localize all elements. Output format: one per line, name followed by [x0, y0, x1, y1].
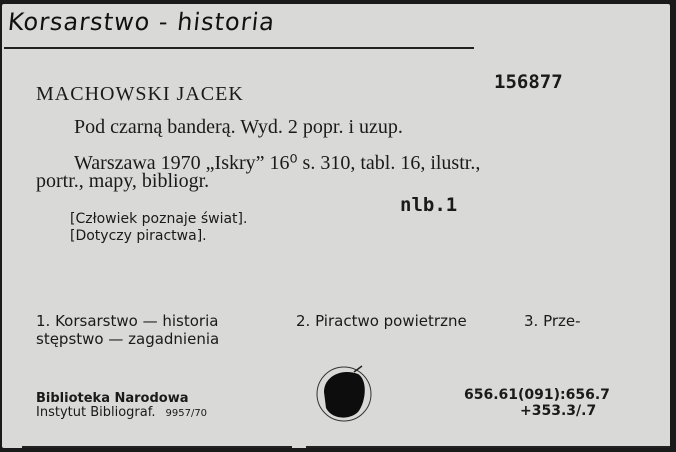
handwritten-heading: Korsarstwo - historia [6, 8, 277, 36]
card-code: 9957/70 [165, 408, 208, 419]
series-note: [Człowiek poznaje świat]. [70, 211, 248, 227]
heading-rule [4, 47, 474, 49]
subject-heading-1: 1. Korsarstwo — historia [36, 312, 219, 330]
author-name: MACHOWSKI JACEK [36, 83, 244, 105]
subject-heading-3: 3. Prze- [524, 312, 581, 330]
imprint-line-1: Warszawa 1970 „Iskry” 16⁰ s. 310, tabl. 16, ilustr., [74, 152, 481, 174]
catalog-card [2, 4, 670, 448]
library-name: Biblioteka Narodowa [36, 391, 189, 406]
bottom-rule-left [22, 446, 292, 448]
institute-name: Instytut Bibliograf. [36, 405, 156, 420]
imprint-line-2: portr., mapy, bibliogr. [36, 170, 210, 192]
classification-line-1: 656.61(091):656.7 [464, 387, 610, 403]
location-mark: nlb.1 [400, 194, 458, 216]
series-note: [Dotyczy piractwa]. [70, 228, 207, 244]
library-institute [36, 405, 207, 420]
bottom-rule-right [306, 446, 670, 448]
classification-line-2: +353.3/.7 [520, 403, 597, 419]
ink-stamp-icon [314, 362, 378, 426]
book-title: Pod czarną banderą. Wyd. 2 popr. i uzup. [74, 116, 403, 138]
subject-heading-2: 2. Piractwo powietrzne [296, 312, 467, 330]
subject-heading-1-continued: stępstwo — zagadnienia [36, 330, 220, 348]
call-number: 156877 [494, 71, 563, 93]
